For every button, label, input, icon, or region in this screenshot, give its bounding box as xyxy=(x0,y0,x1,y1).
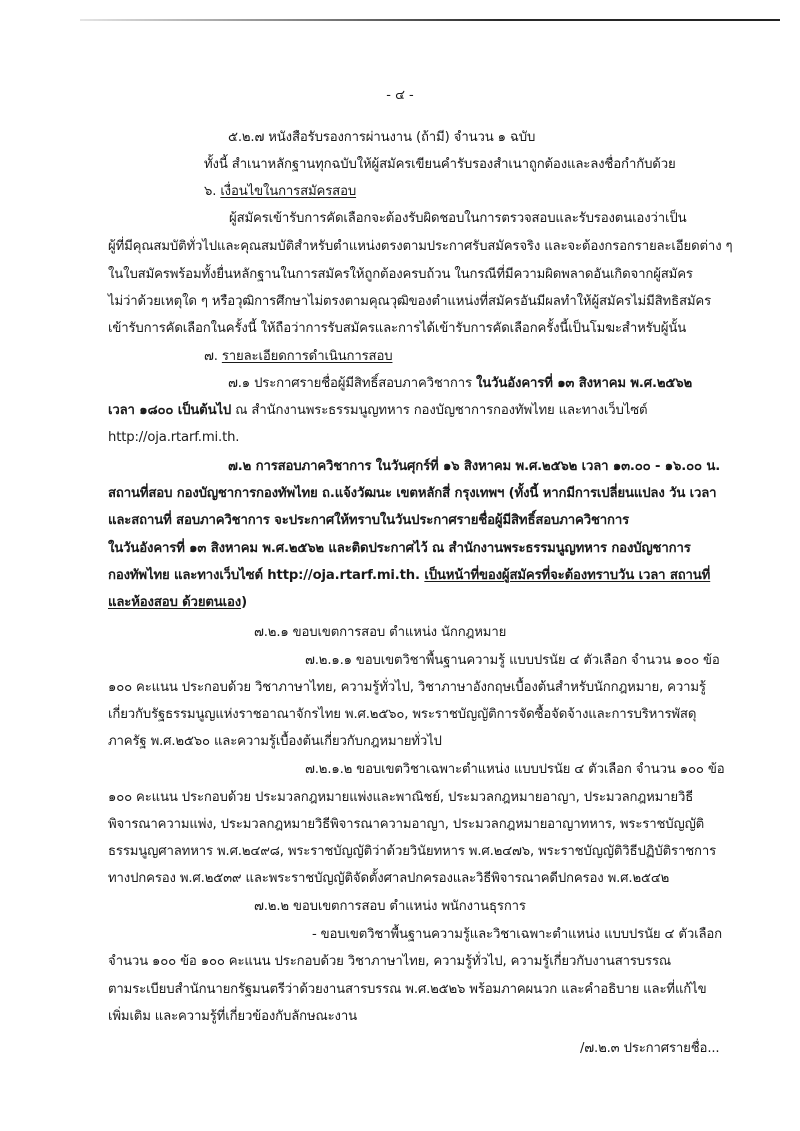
section-6-title: เงื่อนไขในการสมัครสอบ xyxy=(220,184,357,199)
page-number: - ๔ - xyxy=(386,88,414,103)
section-7-title: รายละเอียดการดำเนินการสอบ xyxy=(221,349,393,364)
section-7-2-responsibility-end: และห้องสอบ ด้วยตนเอง xyxy=(108,595,242,610)
section-7-2-responsibility: เป็นหน้าที่ของผู้สมัครที่จะต้องทราบวัน เวลา สถานที่ xyxy=(424,568,711,583)
section-7-1-intro: ๗.๑ ประกาศรายชื่อผู้มีสิทธิ์สอบภาควิชาการ xyxy=(228,376,477,391)
section-6-line-3: ในใบสมัครพร้อมทั้งยื่นหลักฐานในการสมัครให้ถูกต้องครบถ้วน ในกรณีที่มีความผิดพลาดอันเกิดจากผู้สมัคร xyxy=(108,267,693,282)
section-7-1-location: ณ สำนักงานพระธรรมนูญทหาร กองบัญชาการกองทัพไทย และทางเว็บไซต์ xyxy=(231,403,648,418)
section-6-line-2: ผู้ที่มีคุณสมบัติทั่วไปและคุณสมบัติสำหรับตำแหน่งตรงตามประกาศรับสมัครจริง และจะต้องกรอกรายละเอียดต่าง ๆ xyxy=(108,239,733,254)
section-7-2-close-paren: ) xyxy=(241,595,247,610)
section-6-line-5: เข้ารับการคัดเลือกในครั้งนี้ ให้ถือว่าการรับสมัครและการได้เข้ารับการคัดเลือกครั้งนี้เป็นโมฆะสำหรับผู้นั้น xyxy=(108,321,687,336)
section-7-2-1-1-line-2: ๑๐๐ คะแนน ประกอบด้วย วิชาภาษาไทย, ความรู้ทั่วไป, วิชาภาษาอังกฤษเบื้องต้นสำหรับนักกฎหมาย, ความรู้ xyxy=(108,680,706,695)
section-7-2-line-4: ในวันอังคารที่ ๑๓ สิงหาคม พ.ศ.๒๕๖๒ และติดประกาศไว้ ณ สำนักงานพระธรรมนูญทหาร กองบัญชาการ xyxy=(108,541,691,556)
section-7-2-1-1-line-4: ภาครัฐ พ.ศ.๒๕๖๐ และความรู้เบื้องต้นเกี่ยวกับกฎหมายทั่วไป xyxy=(108,734,442,749)
section-7-1-time: เวลา ๑๘๐๐ เป็นต้นไป xyxy=(108,403,232,418)
section-7-2-1-2-line-3: พิจารณาความแพ่ง, ประมวลกฎหมายวิธีพิจารณาความอาญา, ประมวลกฎหมายอาญาทหาร, พระราชบัญญัติ xyxy=(108,817,705,832)
section-7-2-1-2-line-5: ทางปกครอง พ.ศ.๒๕๓๙ และพระราชบัญญัติจัดตั้งศาลปกครองและวิธีพิจารณาคดีปกครอง พ.ศ.๒๕๔๒ xyxy=(108,871,670,886)
section-7-1-line-2 xyxy=(108,402,647,420)
section-6-number: ๖. xyxy=(204,184,217,199)
section-7-2-line-2: สถานที่สอบ กองบัญชาการกองทัพไทย ถ.แจ้งวัฒนะ เขตหลักสี่ กรุงเทพฯ (ทั้งนี้ หากมีการเปลี่ยนแปลง วัน เวลา xyxy=(108,486,717,501)
section-7-2-line-6 xyxy=(108,594,247,612)
section-7-2-1-2-line-4: ธรรมนูญศาลทหาร พ.ศ.๒๔๙๘, พระราชบัญญัติว่าด้วยวินัยทหาร พ.ศ.๒๔๗๖, พระราชบัญญัติวิธีปฏิบัติราชการ xyxy=(108,844,717,859)
section-7-2-website: กองทัพไทย และทางเว็บไซต์ http://oja.rtarf.mi.th. xyxy=(108,568,425,583)
copy-certification-note: ทั้งนี้ สำเนาหลักฐานทุกฉบับให้ผู้สมัครเขียนคำรับรองสำเนาถูกต้องและลงชื่อกำกับด้วย xyxy=(204,157,676,172)
section-6-line-4: ไม่ว่าด้วยเหตุใด ๆ หรือวุฒิการศึกษาไม่ตรงตามคุณวุฒิของตำแหน่งที่สมัครอันมีผลทำให้ผู้สมัครไม่มีสิทธิสมัคร xyxy=(108,294,712,309)
item-5-2-7: ๕.๒.๗ หนังสือรับรองการผ่านงาน (ถ้ามี) จำนวน ๑ ฉบับ xyxy=(228,130,536,145)
section-7-2-2-heading: ๗.๒.๒ ขอบเขตการสอบ ตำแหน่ง พนักงานธุรการ xyxy=(254,899,526,914)
section-7-2-1-2-line-2: ๑๐๐ คะแนน ประกอบด้วย ประมวลกฎหมายแพ่งและพาณิชย์, ประมวลกฎหมายอาญา, ประมวลกฎหมายวิธี xyxy=(108,790,694,805)
scan-edge-line xyxy=(80,19,780,21)
section-7-2-2-line-4: เพิ่มเติม และความรู้ที่เกี่ยวข้องกับลักษณะงาน xyxy=(108,1009,357,1024)
section-7-2-1-1-line-3: เกี่ยวกับรัฐธรรมนูญแห่งราชอาณาจักรไทย พ.ศ.๒๕๖๐, พระราชบัญญัติการจัดซื้อจัดจ้างและการบริหารพัสดุ xyxy=(108,707,697,722)
continuation-marker: /๗.๒.๓ ประกาศรายชื่อ... xyxy=(580,1041,720,1056)
section-7-1-line-1 xyxy=(228,375,692,393)
section-6-heading xyxy=(204,183,356,201)
section-7-2-line-3: และสถานที่ สอบภาควิชาการ จะประกาศให้ทราบในวันประกาศรายชื่อผู้มีสิทธิ์สอบภาควิชาการ xyxy=(108,513,630,528)
section-7-number: ๗. xyxy=(204,349,218,364)
section-7-2-1-1-line-1: ๗.๒.๑.๑ ขอบเขตวิชาพื้นฐานความรู้ แบบปรนัย ๔ ตัวเลือก จำนวน ๑๐๐ ข้อ xyxy=(305,653,720,668)
section-7-2-1-heading: ๗.๒.๑ ขอบเขตการสอบ ตำแหน่ง นักกฎหมาย xyxy=(254,625,507,640)
section-7-1-website-link[interactable]: http://oja.rtarf.mi.th. xyxy=(108,430,240,445)
section-7-2-1-2-line-1: ๗.๒.๑.๒ ขอบเขตวิชาเฉพาะตำแหน่ง แบบปรนัย ๔ ตัวเลือก จำนวน ๑๐๐ ข้อ xyxy=(305,762,725,777)
section-6-line-1: ผู้สมัครเข้ารับการคัดเลือกจะต้องรับผิดชอบในการตรวจสอบและรับรองตนเองว่าเป็น xyxy=(229,211,687,226)
section-7-1-date: ในวันอังคารที่ ๑๓ สิงหาคม พ.ศ.๒๕๖๒ xyxy=(476,376,692,391)
section-7-2-2-line-1: - ขอบเขตวิชาพื้นฐานความรู้และวิชาเฉพาะตำแหน่ง แบบปรนัย ๔ ตัวเลือก xyxy=(312,927,722,942)
section-7-2-2-line-2: จำนวน ๑๐๐ ข้อ ๑๐๐ คะแนน ประกอบด้วย วิชาภาษาไทย, ความรู้ทั่วไป, ความรู้เกี่ยวกับงานสารบรรณ xyxy=(108,954,671,969)
section-7-heading xyxy=(204,348,392,366)
section-7-2-line-1: ๗.๒ การสอบภาควิชาการ ในวันศุกร์ที่ ๑๖ สิงหาคม พ.ศ.๒๕๖๒ เวลา ๑๓.๐๐ - ๑๖.๐๐ น. xyxy=(228,459,721,474)
section-7-2-line-5 xyxy=(108,567,710,585)
section-7-2-2-line-3: ตามระเบียบสำนักนายกรัฐมนตรีว่าด้วยงานสารบรรณ พ.ศ.๒๕๒๖ พร้อมภาคผนวก และคำอธิบาย และที่แก้ไข xyxy=(108,982,707,997)
